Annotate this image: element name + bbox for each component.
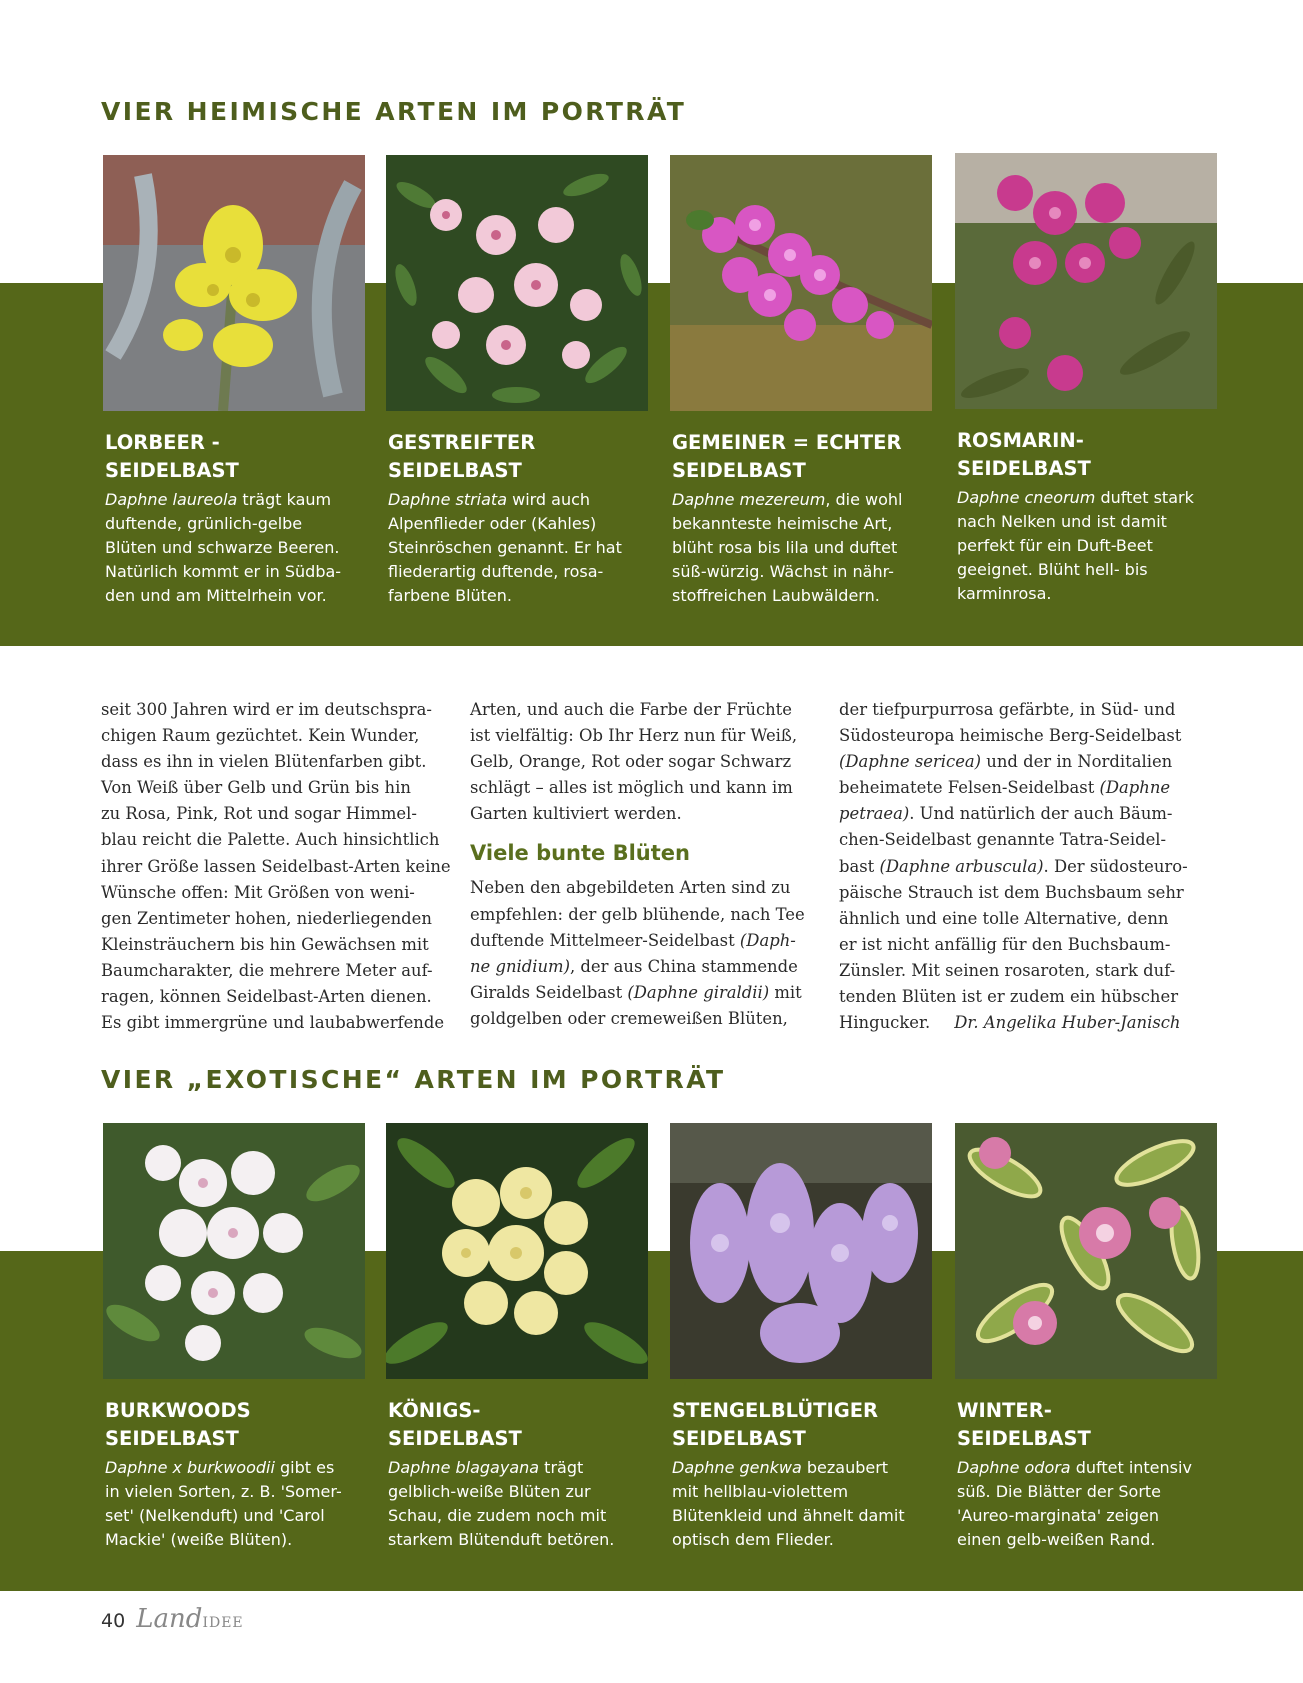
magazine-logo-land: Land bbox=[136, 1604, 203, 1634]
magenta-daphne-photo bbox=[670, 155, 932, 411]
author-signature: Dr. Angelika Huber-Janisch bbox=[954, 1013, 1181, 1033]
species-name: KÖNIGS- SEIDELBAST bbox=[388, 1399, 522, 1450]
yellow-daphne-photo bbox=[103, 155, 365, 411]
species-description: Daphne cneorum duftet stark nach Nelken und ist damit perfekt für ein Duft-Beet geeignet. Blüht hell- bis karminrosa. bbox=[957, 488, 1194, 603]
species-name: GESTREIFTER SEIDELBAST bbox=[388, 431, 536, 482]
species-description: Daphne x burkwoodii gibt es in vielen Sorten, z. B. 'Somer- set' (Nelkenduft) und 'Carol Mackie' (weiße Blüten). bbox=[105, 1458, 342, 1549]
section-title-native: VIER HEIMISCHE ARTEN IM PORTRÄT bbox=[101, 97, 687, 126]
white-daphne-photo bbox=[103, 1123, 365, 1379]
article-column-3: der tiefpurpurrosa gefärbte, in Süd- und Südosteuropa heimische Berg-Seidelbast (Daphne sericea) und der in Norditalien beheimatete Felsen-Seidelbast (Daphne petraea). Und natürlich der auch Bäum- chen-Seidelbast genannte Tatra-Seidel- bast (Daphne arbuscula). Der südosteuro- päische Strauch ist dem Buchsbaum sehr ähnlich und eine tolle Alternative, denn er ist nicht anfällig für den Buchsbaum- Zünsler. Mit seinen rosaroten, stark duf- tenden Blüten ist er zudem ein hübscher Hingucker. Dr. Angelika Huber-Janisch bbox=[839, 700, 1188, 1033]
species-description: Daphne striata wird auch Alpenflieder oder (Kahles) Steinröschen genannt. Er hat fliederartig duftende, rosa- farbene Blüten. bbox=[388, 490, 622, 605]
article-subheading: Viele bunte Blüten bbox=[470, 841, 690, 866]
species-description: Daphne mezereum, die wohl bekannteste heimische Art, blüht rosa bis lila und duftet süß-würzig. Wächst in nähr- stoffreichen Laubwäldern. bbox=[672, 490, 903, 605]
species-name: BURKWOODS SEIDELBAST bbox=[105, 1399, 251, 1450]
cream-daphne-photo bbox=[386, 1123, 648, 1379]
species-name: LORBEER - SEIDELBAST bbox=[105, 431, 239, 482]
pink-white-daphne-photo bbox=[386, 155, 648, 411]
species-name: STENGELBLÜTIGER SEIDELBAST bbox=[672, 1399, 879, 1450]
species-name: WINTER- SEIDELBAST bbox=[957, 1399, 1091, 1450]
variegated-daphne-photo bbox=[955, 1123, 1217, 1379]
species-description: Daphne odora duftet intensiv süß. Die Blätter der Sorte 'Aureo-marginata' zeigen einen gelb-weißen Rand. bbox=[957, 1458, 1192, 1549]
lilac-daphne-photo bbox=[670, 1123, 932, 1379]
species-name: ROSMARIN- SEIDELBAST bbox=[957, 429, 1091, 480]
article-column-1: seit 300 Jahren wird er im deutschspra- chigen Raum gezüchtet. Kein Wunder, dass es ihn in vielen Blütenfarben gibt. Von Weiß über Gelb und Grün bis hin zu Rosa, Pink, Rot und sogar Himmel- blau reicht die Palette. Auch hinsichtlich ihrer Größe lassen Seidelbast-Arten keine Wünsche offen: Mit Größen von weni- gen Zentimeter hohen, niederliegenden Kleinsträuchern bis hin Gewächsen mit Baumcharakter, die mehrere Meter auf- ragen, können Seidelbast-Arten dienen. Es gibt immergrüne und laubabwerfende bbox=[101, 700, 451, 1033]
rose-daphne-photo bbox=[955, 153, 1217, 409]
species-description: Daphne laureola trägt kaum duftende, grünlich-gelbe Blüten und schwarze Beeren. Natürlich kommt er in Südba- den und am Mittelrhein vor. bbox=[105, 490, 342, 605]
magazine-logo-idee: IDEE bbox=[202, 1615, 244, 1631]
species-name: GEMEINER = ECHTER SEIDELBAST bbox=[672, 431, 902, 482]
section-title-exotic: VIER „EXOTISCHE“ ARTEN IM PORTRÄT bbox=[101, 1065, 726, 1094]
species-description: Daphne blagayana trägt gelblich-weiße Blüten zur Schau, die zudem noch mit starkem Blütenduft betören. bbox=[388, 1458, 615, 1549]
article-column-2: Arten, und auch die Farbe der Früchte ist vielfältig: Ob Ihr Herz nun für Weiß, Gelb, Orange, Rot oder sogar Schwarz schlägt – alles ist möglich und kann im Garten kultiviert werden. Viele bunte Blüten Neben den abgebildeten Arten sind zu empfehlen: der gelb blühende, nach Tee duftende Mittelmeer-Seidelbast (Daph- ne gnidium), der aus China stammende Giralds Seidelbast (Daphne giraldii) mit goldgelben oder cremeweißen Blüten, bbox=[470, 697, 810, 1032]
page-number: 40 bbox=[101, 1610, 126, 1632]
species-description: Daphne genkwa bezaubert mit hellblau-violettem Blütenkleid und ähnelt damit optisch dem Flieder. bbox=[672, 1458, 905, 1549]
page-footer bbox=[101, 1604, 244, 1634]
